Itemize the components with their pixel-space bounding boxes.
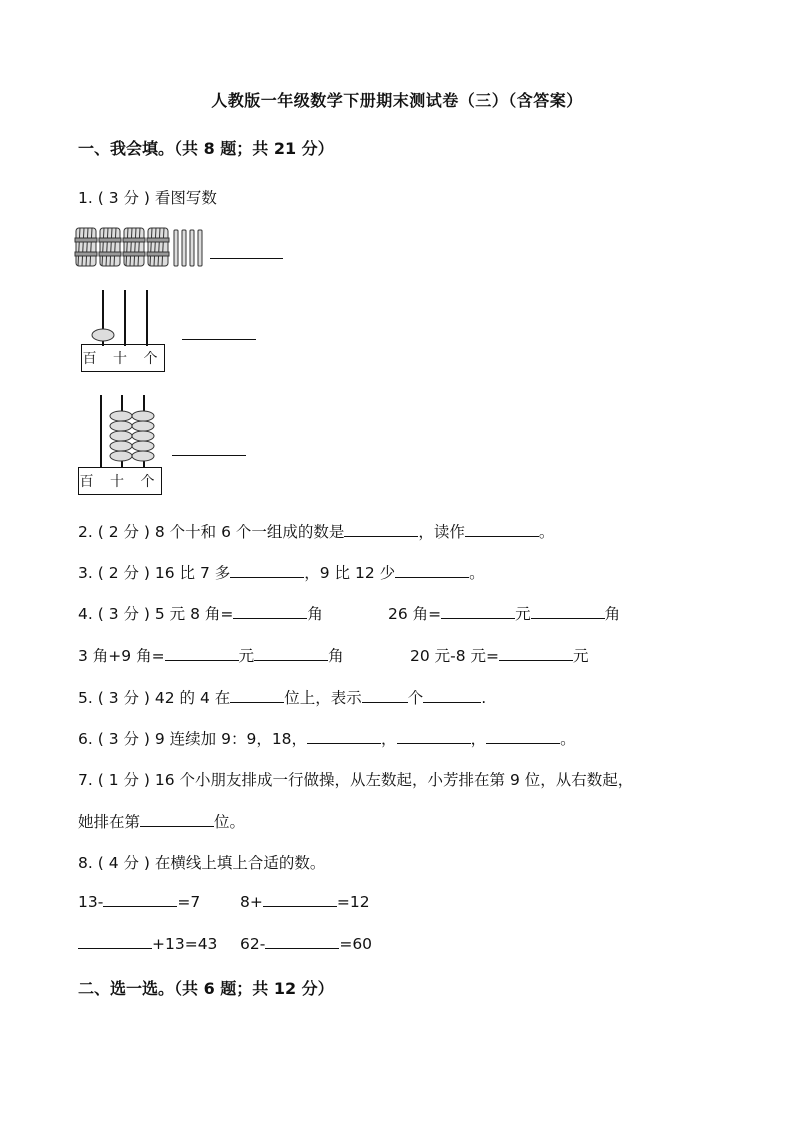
q6-text-c: ， <box>470 730 487 748</box>
q8-text-d: 8+ <box>240 893 263 911</box>
q8-text-g: 62- <box>240 935 266 953</box>
q3-text-b: ，9 比 12 少 <box>304 564 396 582</box>
q7-text-b: 她排在第 <box>78 813 141 831</box>
answer-blank-3b[interactable] <box>395 576 469 578</box>
q5-text-c: 个 <box>407 689 424 707</box>
answer-blank-5b[interactable] <box>362 701 408 703</box>
abacus2-place-label: 百 十 个 <box>78 467 162 495</box>
q8-text-b: 13- <box>78 893 104 911</box>
q8-text-c: =7 <box>177 893 201 911</box>
question-8-row-1-left <box>78 893 200 911</box>
answer-blank-6a[interactable] <box>307 742 381 744</box>
q4-text-b: 角 <box>307 605 323 623</box>
abacus1-place-label: 百 十 个 <box>81 344 165 372</box>
answer-blank-1b[interactable] <box>182 339 256 340</box>
answer-blank-1c[interactable] <box>172 455 246 456</box>
answer-blank-4c[interactable] <box>531 617 605 619</box>
abacus1-bead <box>90 327 116 343</box>
q4-text-e: 角 <box>604 605 621 623</box>
q2-text-a: 2. ( 2 分 ) 8 个十和 6 个一组成的数是 <box>78 523 345 541</box>
answer-blank-8a[interactable] <box>103 905 177 907</box>
section-heading-choose: 二、选一选。（共 6 题；共 12 分） <box>78 979 334 998</box>
answer-blank-6b[interactable] <box>397 742 471 744</box>
question-8-row-2-right <box>240 935 372 953</box>
q4-text-h: 角 <box>328 647 344 665</box>
section-heading-fill: 一、我会填。（共 8 题；共 21 分） <box>78 139 334 158</box>
q6-text-b: ， <box>381 730 397 748</box>
q8-text-h: =60 <box>339 935 373 953</box>
question-4-line-2 <box>78 644 344 666</box>
answer-blank-8c[interactable] <box>78 947 152 949</box>
question-6 <box>78 727 576 749</box>
q4-text-j: 元 <box>573 647 589 665</box>
q5-text-a: 5. ( 3 分 ) 42 的 4 在 <box>78 689 231 707</box>
q7-text-c: 位。 <box>214 813 246 831</box>
question-7-line-2 <box>78 810 245 832</box>
q4-text-c: 26 角= <box>388 605 442 623</box>
q4-text-i: 20 元-8 元= <box>410 647 500 665</box>
q2-text-b: ，读作 <box>418 523 465 541</box>
question-8-row-2-left <box>78 935 217 953</box>
answer-blank-4a[interactable] <box>233 617 307 619</box>
q3-text-a: 3. ( 2 分 ) 16 比 7 多 <box>78 564 231 582</box>
q2-text-c: 。 <box>538 523 555 541</box>
answer-blank-3a[interactable] <box>230 576 304 578</box>
q8-text-e: =12 <box>336 893 370 911</box>
answer-blank-6c[interactable] <box>486 742 560 744</box>
abacus2-rod-hundreds <box>100 395 102 467</box>
q4-text-d: 元 <box>515 605 531 623</box>
answer-blank-7[interactable] <box>140 825 214 827</box>
answer-blank-5c[interactable] <box>423 701 481 703</box>
q4-text-a: 4. ( 3 分 ) 5 元 8 角= <box>78 605 234 623</box>
question-1: 1. ( 3 分 ) 看图写数 <box>78 189 217 207</box>
answer-blank-1a[interactable] <box>210 258 283 259</box>
q4-text-f: 3 角+9 角= <box>78 647 165 665</box>
question-8: 8. ( 4 分 ) 在横线上填上合适的数。 <box>78 854 326 872</box>
question-4-line-2-right <box>410 644 589 666</box>
abacus2-beads <box>108 410 156 466</box>
q6-text-a: 6. ( 3 分 ) 9 连续加 9：9，18， <box>78 730 308 748</box>
q5-text-b: 位上，表示 <box>284 689 362 707</box>
answer-blank-2b[interactable] <box>465 535 539 537</box>
answer-blank-8d[interactable] <box>265 947 339 949</box>
abacus1-rod-ones <box>146 290 148 346</box>
stick-bundles-image <box>74 224 204 270</box>
question-4-line-1-right <box>388 602 620 624</box>
answer-blank-5a[interactable] <box>230 701 284 703</box>
q8-text-f: +13=43 <box>152 935 218 953</box>
q4-text-g: 元 <box>238 647 255 665</box>
page-title: 人教版一年级数学下册期末测试卷（三）（含答案） <box>211 91 583 110</box>
q5-text-d: . <box>481 689 487 707</box>
q3-text-c: 。 <box>469 564 485 582</box>
abacus1-rod-tens <box>124 290 126 346</box>
answer-blank-4d[interactable] <box>165 659 239 661</box>
question-7-line-1: 7. ( 1 分 ) 16 个小朋友排成一行做操，从左数起，小芳排在第 9 位，从右数起， <box>78 771 634 789</box>
answer-blank-4b[interactable] <box>441 617 515 619</box>
question-8-row-1-right <box>240 893 370 911</box>
answer-blank-8b[interactable] <box>263 905 337 907</box>
answer-blank-4f[interactable] <box>499 659 573 661</box>
question-5 <box>78 686 486 708</box>
question-2 <box>78 520 554 542</box>
question-4-line-1 <box>78 602 323 624</box>
question-3 <box>78 561 485 583</box>
answer-blank-2a[interactable] <box>344 535 418 537</box>
q6-text-d: 。 <box>560 730 576 748</box>
answer-blank-4e[interactable] <box>254 659 328 661</box>
